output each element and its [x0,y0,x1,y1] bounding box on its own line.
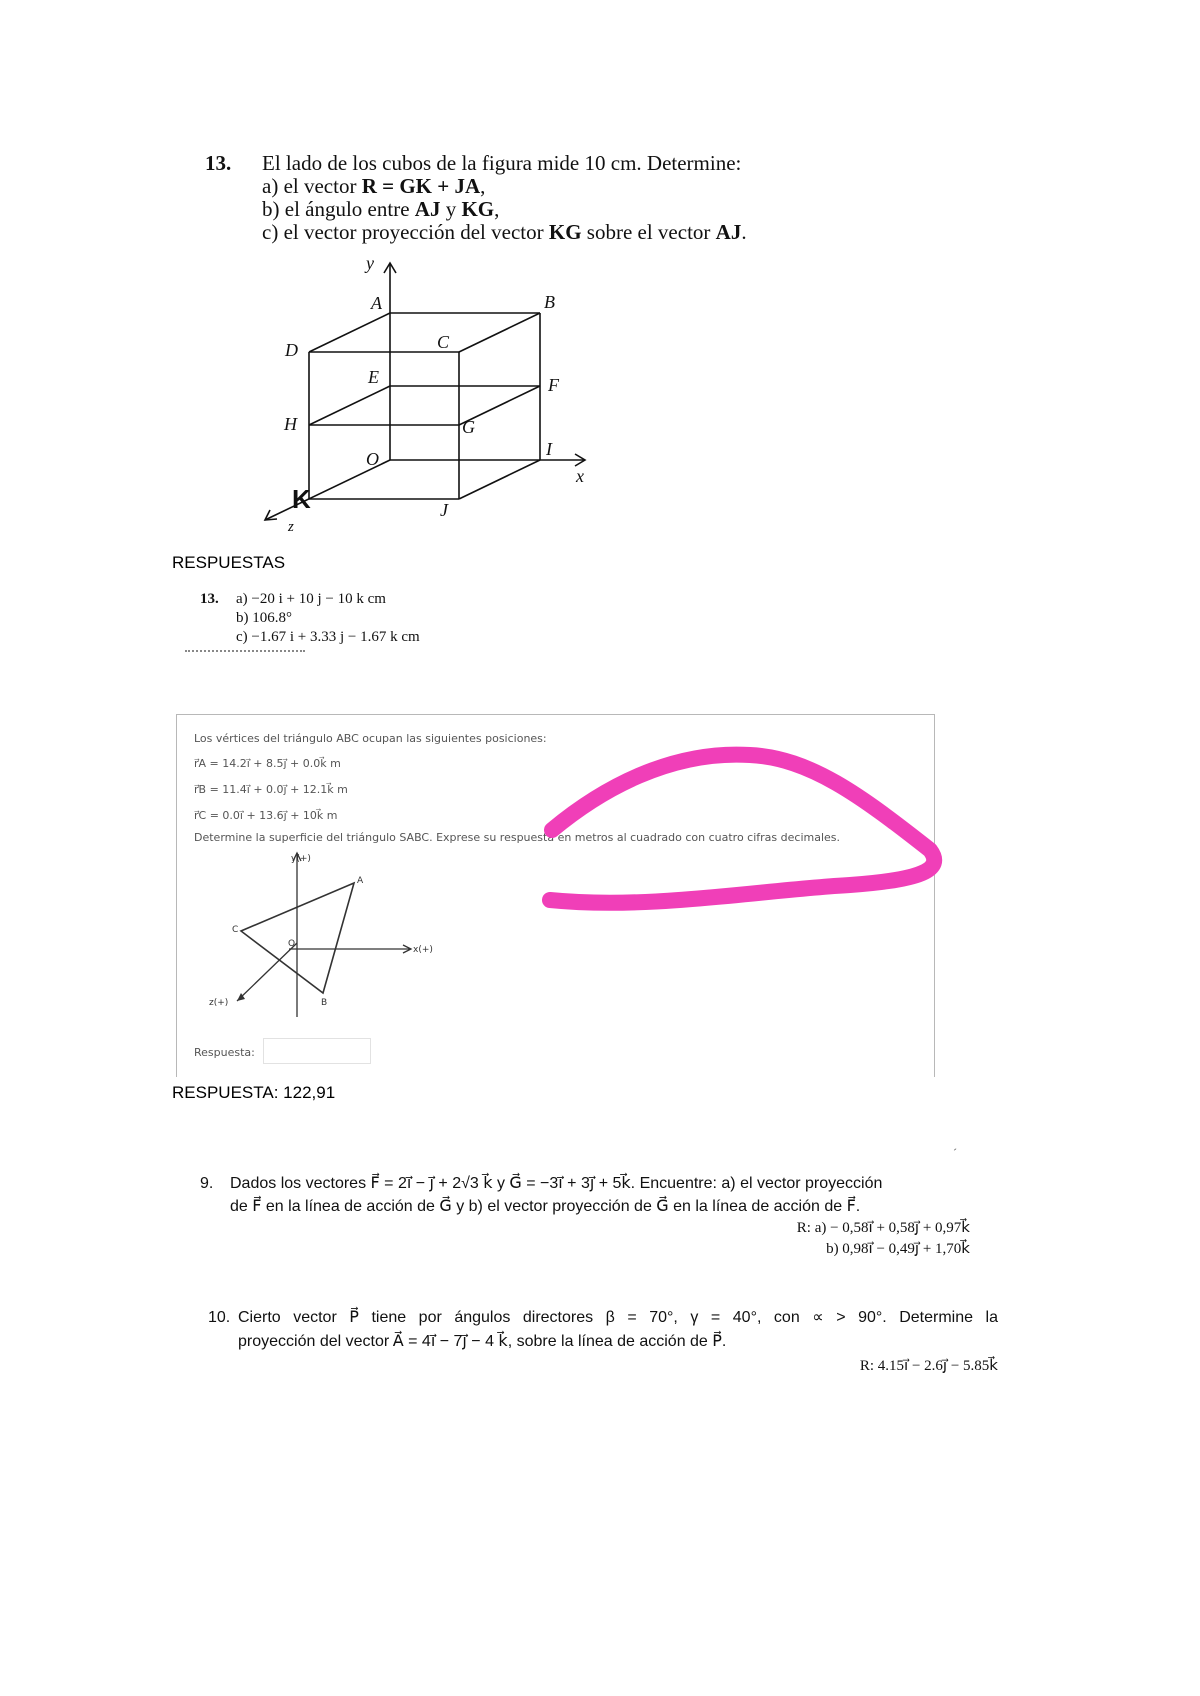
problem-9-answer-b: b) 0,98i⃗ − 0,49j⃗ + 1,70k⃗ [826,1241,970,1257]
cube-figure [250,255,600,535]
cube-label-J: J [440,500,448,520]
tri-label-B: B [321,998,328,1008]
problem-number: 13. [205,151,232,175]
problem-10-line2: proyección del vector A⃗ = 4i⃗ − 7j⃗ − 4 k⃗, sobre la línea de acción de P⃗. [238,1333,727,1350]
cube-label-C: C [437,332,450,352]
problem-9-line2: de F⃗ en la línea de acción de G⃗ y b) el vector proyección de G⃗ en la línea de acción de F⃗. [230,1198,861,1215]
cube-label-A: A [371,293,382,313]
tri-label-x: x(+) [413,945,433,955]
triangle-question: Determine la superficie del triángulo SABC. Exprese su respuesta en metros al cuadrado con cuatro cifras decimales. [194,831,841,844]
problem-10-answer: R: 4.15i⃗ − 2.6j⃗ − 5.85k⃗ [859,1358,998,1374]
stray-mark: ´ [953,1146,957,1160]
clipped-text-line [185,650,305,656]
cube-label-H: H [284,414,297,434]
cube-label-z: z [288,519,294,535]
respuestas-label: RESPUESTAS [172,553,286,572]
vector-rB: r⃗B = 11.4i⃗ + 0.0j⃗ + 12.1k⃗ m [194,783,348,796]
triangle-answer: RESPUESTA: 122,91 [172,1083,336,1102]
part-b: b) el ángulo entre AJ y KG, [262,197,500,221]
vector-rC: r⃗C = 0.0i⃗ + 13.6j⃗ + 10k⃗ m [194,809,338,822]
problem-10-line1: Cierto vector P⃗ tiene por ángulos directores β = 70°, γ = 40°, con ∝ > 90°. Determine la [238,1309,998,1326]
vector-rA: r⃗A = 14.2i⃗ + 8.5j⃗ + 0.0k⃗ m [194,757,341,770]
cube-label-D: D [285,340,298,360]
part-c: c) el vector proyección del vector KG sobre el vector AJ. [262,220,747,244]
tri-label-y: y(+) [291,854,311,864]
triangle-intro: Los vértices del triángulo ABC ocupan las siguientes posiciones: [194,732,547,745]
part-a: a) el vector R = GK + JA, [262,174,486,198]
problem-9: 9. Dados los vectores F⃗ = 2i⃗ − j⃗ + 2√3 k⃗ y G⃗ = −3i⃗ + 3j⃗ + 5k⃗. Encuentre: a) el vector proyección de F⃗ en la línea de acción de G⃗ y b) el vector proyección de G⃗ en la línea de acción de F⃗. R: a) − 0,58i⃗ + 0,58j⃗ + 0,97k⃗ b) 0,98i⃗ − 0,49j⃗ + 1,70k⃗ [200,1172,970,1260]
answer-13-b: b) 106.8° [236,610,292,626]
cube-label-I: I [546,439,552,459]
tri-label-z: z(+) [209,998,229,1008]
pink-scribble [520,730,940,930]
cube-label-E: E [368,367,379,387]
tri-label-C: C [232,925,239,935]
answer-label: Respuesta: [194,1046,255,1059]
cube-label-y: y [366,253,374,273]
cube-label-K: K [292,484,311,514]
triangle-figure [197,853,433,1023]
cube-label-B: B [544,292,555,312]
answer-13-a: a) −20 i + 10 j − 10 k cm [236,591,386,607]
problem-13 [205,152,965,244]
cube-label-O: O [366,449,379,469]
answer-13: 13. a) −20 i + 10 j − 10 k cm b) 106.8° c) −1.67 i + 3.33 j − 1.67 k cm [200,591,420,645]
cube-label-x: x [576,466,584,486]
cube-label-G: G [462,417,475,437]
problem-9-answer-a: R: a) − 0,58i⃗ + 0,58j⃗ + 0,97k⃗ [796,1220,970,1236]
tri-label-O: O [288,939,296,949]
answer-13-c: c) −1.67 i + 3.33 j − 1.67 k cm [236,629,420,645]
problem-statement: El lado de los cubos de la figura mide 10 cm. Determine: [262,151,742,175]
answer-input[interactable] [263,1038,371,1064]
tri-label-A: A [357,876,364,886]
problem-10: 10. Cierto vector P⃗ tiene por ángulos directores β = 70°, γ = 40°, con ∝ > 90°. Determine la proyección del vector A⃗ = 4i⃗ − 7j⃗ − 4 k⃗, sobre la línea de acción de P⃗. R: 4.15i⃗ − 2.6j⃗ − 5.85k⃗ [208,1306,998,1378]
problem-9-line1: Dados los vectores F⃗ = 2i⃗ − j⃗ + 2√3 k⃗ y G⃗ = −3i⃗ + 3j⃗ + 5k⃗. Encuentre: a) el vector proyección [230,1175,883,1192]
cube-label-F: F [548,375,559,395]
